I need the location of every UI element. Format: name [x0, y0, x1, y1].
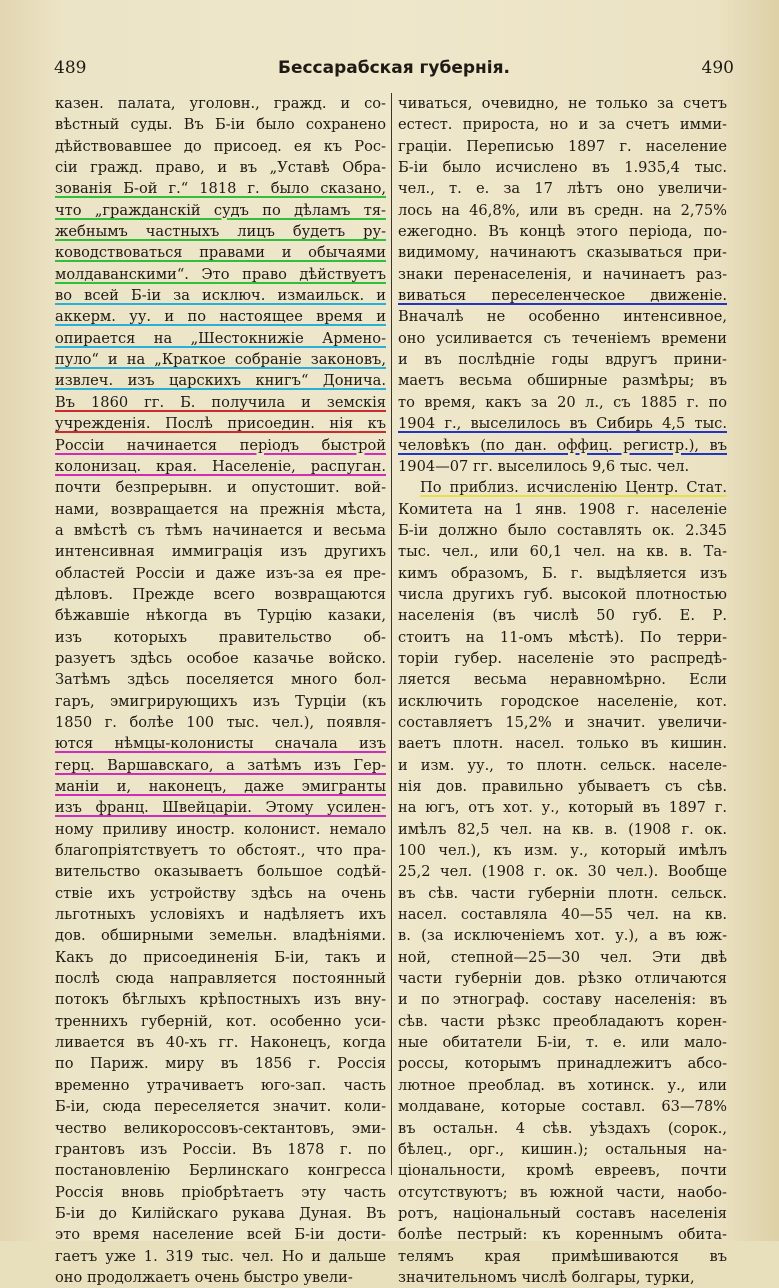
text-line-content: въ остальн. 4 сѣв. уѣздахъ (сорок.,: [398, 1119, 727, 1137]
text-line: [55, 242, 386, 263]
text-line: [398, 413, 727, 434]
text-line: [398, 1203, 727, 1224]
text-line: [55, 157, 386, 178]
text-line: [55, 136, 386, 157]
text-line: [398, 1182, 727, 1203]
text-line: [398, 1032, 727, 1053]
text-line-content: кимъ образомъ, Б. г. выдѣляется изъ: [398, 564, 727, 582]
text-line: [398, 264, 727, 285]
text-line-content: торіи губер. населеніе это распредѣ-: [398, 649, 727, 667]
text-line: [398, 627, 727, 648]
text-line-content: вѣстный суды. Въ Б-іи было сохранено: [55, 116, 386, 134]
text-line: [398, 1267, 727, 1288]
text-line-content: ководствоваться правами и обычаями: [55, 244, 386, 262]
text-line: [55, 1075, 386, 1096]
text-line: [55, 178, 386, 199]
text-line: [55, 627, 386, 648]
text-line-content: зованія Б-ой г.“ 1818 г. было сказано,: [55, 180, 386, 198]
text-line-content: грантовъ изъ Россіи. Въ 1878 г. по: [55, 1140, 386, 1158]
text-line-content: естест. прироста, но и за счетъ имми-: [398, 116, 727, 134]
text-line-content: Затѣмъ здѣсь поселяется много бол-: [55, 671, 386, 689]
text-line: [398, 520, 727, 541]
text-line: [398, 605, 727, 626]
text-line: [398, 221, 727, 242]
text-line-content: послѣ сюда направляется постоянный: [55, 970, 386, 988]
text-line-content: виваться переселенческое движеніе.: [398, 287, 727, 305]
text-line-content: областей Россіи и даже изъ-за ея пре-: [55, 564, 386, 582]
text-line-content: маетъ весьма обширные размѣры; въ: [398, 372, 727, 390]
text-line: [55, 264, 386, 285]
text-line-content: молдаванскими“. Это право дѣйствуетъ: [55, 265, 386, 283]
text-line-content: учрежденія. Послѣ присоедин. нія къ: [55, 415, 386, 433]
text-column-left: [55, 93, 386, 1288]
text-line-content: а вмѣстѣ съ тѣмъ начинается и весьма: [55, 521, 386, 539]
text-line-content: ные обитатели Б-іи, т. е. или мало-: [398, 1034, 727, 1052]
text-line: [55, 541, 386, 562]
text-line: [398, 93, 727, 114]
page-title: Бессарабская губернія.: [277, 58, 511, 78]
text-line: [55, 925, 386, 946]
text-line: [398, 1011, 727, 1032]
text-line: [55, 1182, 386, 1203]
text-line-content: и въ послѣдніе годы вдругъ прини-: [398, 351, 727, 369]
text-line: [398, 1118, 727, 1139]
text-line-content: тыс. чел., или 60,1 чел. на кв. в. Та-: [398, 543, 727, 561]
text-line: [398, 648, 727, 669]
text-line: [398, 1096, 727, 1117]
text-line: [398, 1160, 727, 1181]
text-line-content: Б-іи было исчислено въ 1.935,4 тыс.: [398, 159, 727, 177]
text-line: [398, 925, 727, 946]
text-line-content: сѣв. части рѣзкс преобладаютъ корен-: [398, 1012, 727, 1030]
text-line: [55, 669, 386, 690]
text-line-content: чиваться, очевидно, не только за счетъ: [398, 95, 727, 112]
text-line-content: оно продолжаетъ очень быстро увели-: [55, 1268, 353, 1286]
text-line: [55, 392, 386, 413]
text-line-content: бѣлец., орг., кишин.); остальныя на-: [398, 1140, 727, 1158]
text-line: [398, 200, 727, 221]
text-line-content: оно усиливается съ теченіемъ времени: [398, 329, 727, 347]
text-line-content: что „гражданскій судъ по дѣламъ тя-: [55, 201, 386, 219]
text-line-content: дов. обширными земельн. владѣніями.: [55, 927, 386, 945]
text-line-content: ной, степной—25—30 чел. Эти двѣ: [398, 948, 727, 966]
text-line: [55, 947, 386, 968]
text-line: [55, 776, 386, 797]
text-line: [55, 114, 386, 135]
text-line: [398, 541, 727, 562]
text-line: [398, 968, 727, 989]
text-line: [55, 904, 386, 925]
text-line: [55, 370, 386, 391]
text-line: [55, 840, 386, 861]
text-line-content: Комитета на 1 янв. 1908 г. населеніе: [398, 500, 727, 518]
text-line-content: ствіе ихъ устройству здѣсь на очень: [55, 884, 386, 902]
text-line: [55, 1096, 386, 1117]
text-line-content: в. (за исключеніемъ хот. у.), а въ юж-: [398, 927, 727, 945]
text-line: [55, 1053, 386, 1074]
text-line: [55, 200, 386, 221]
text-line-content: постановленію Берлинскаго конгресса: [55, 1162, 386, 1180]
text-line-content: чел., т. е. за 17 лѣтъ оно увеличи-: [398, 180, 727, 198]
text-line-content: сіи гражд. право, и въ „Уставѣ Обра-: [55, 159, 386, 177]
column-divider: [391, 93, 392, 1175]
text-line: [398, 947, 727, 968]
text-line: [55, 1267, 386, 1288]
text-line-content: въ сѣв. части губерніи плотн. сельск.: [398, 884, 727, 902]
text-line-content: интенсивная иммиграція изъ другихъ: [55, 543, 386, 561]
text-line-content: и по этнограф. составу населенія: въ: [398, 991, 727, 1009]
text-line-content: благопріятствуетъ то обстоят., что пра-: [55, 842, 386, 860]
text-line-content: граціи. Переписью 1897 г. население: [398, 137, 727, 155]
text-line-content: знаки перенаселенія, и начинаетъ раз-: [398, 265, 727, 283]
text-line: [55, 1203, 386, 1224]
text-line-content: отсутствуютъ; въ южной части, наобо-: [398, 1183, 727, 1201]
text-line-content: почти безпрерывн. и опустошит. вой-: [55, 479, 386, 497]
text-line: [55, 1139, 386, 1160]
text-line: [55, 1224, 386, 1245]
text-line-content: стоитъ на 11-омъ мѣстѣ). По терри-: [398, 628, 727, 646]
text-line: [398, 989, 727, 1010]
text-line: [55, 349, 386, 370]
text-line-content: 25,2 чел. (1908 г. ок. 30 чел.). Вообще: [398, 863, 727, 881]
text-line-content: человѣкъ (по дан. оффиц. регистр.), въ: [398, 436, 727, 454]
text-line-content: 100 чел.), къ изм. у., который имѣлъ: [398, 842, 727, 860]
text-line-content: ежегодно. Въ концѣ этого періода, по-: [398, 223, 727, 241]
text-line-content: опирается на „Шестокнижіе Армено-: [55, 329, 386, 347]
text-line: [55, 733, 386, 754]
text-line: [398, 370, 727, 391]
text-line: [398, 691, 727, 712]
text-line-content: и изм. уу., то плотн. сельск. населе-: [398, 756, 727, 774]
text-line: [55, 477, 386, 498]
text-line: [55, 797, 386, 818]
text-line: [55, 968, 386, 989]
page-header: [54, 58, 734, 86]
text-line-content: части губерніи дов. рѣзко отличаются: [398, 970, 727, 988]
text-line-content: разуетъ здѣсь особое казачье войско.: [55, 649, 386, 667]
text-line: [398, 776, 727, 797]
text-line-content: дѣловъ. Прежде всего возвращаются: [55, 585, 386, 603]
text-line: [55, 563, 386, 584]
text-line: [398, 477, 727, 498]
text-line-content: казен. палата, уголовн., гражд. и со-: [55, 95, 386, 112]
text-line: [398, 1053, 727, 1074]
text-line: [55, 435, 386, 456]
text-line-content: ются нѣмцы-колонисты сначала изъ: [55, 735, 386, 753]
text-line: [55, 819, 386, 840]
text-line: [398, 861, 727, 882]
text-line: [55, 1032, 386, 1053]
text-line: [398, 1075, 727, 1096]
text-line: [55, 328, 386, 349]
text-line: [55, 413, 386, 434]
text-line: [398, 904, 727, 925]
text-line-content: по Париж. миру въ 1856 г. Россія: [55, 1055, 386, 1073]
text-line: [55, 691, 386, 712]
text-line: [55, 306, 386, 327]
text-line-content: маніи и, наконецъ, даже эмигранты: [55, 778, 386, 795]
text-line: [398, 114, 727, 135]
text-line-content: населенія (въ числѣ 50 губ. Е. Р.: [398, 607, 727, 625]
text-line: [398, 840, 727, 861]
text-line: [55, 1011, 386, 1032]
text-line-content: жебнымъ частныхъ лицъ будетъ ру-: [55, 223, 386, 241]
text-line: [398, 563, 727, 584]
text-line: [55, 499, 386, 520]
text-line: [55, 456, 386, 477]
text-line-content: ціональности, кромѣ евреевъ, почти: [398, 1162, 727, 1180]
text-line: [55, 221, 386, 242]
text-line: [55, 584, 386, 605]
text-line: [55, 605, 386, 626]
text-line-content: льготныхъ условіяхъ и надѣляетъ ихъ: [55, 906, 386, 924]
text-line: [398, 669, 727, 690]
text-line: [398, 712, 727, 733]
text-line: [398, 392, 727, 413]
text-line-content: нами, возвращается на прежнія мѣста,: [55, 500, 386, 518]
text-line: [398, 584, 727, 605]
text-line-content: нія дов. правильно убываетъ съ сѣв.: [398, 778, 727, 795]
text-line-content: Б-іи до Килійскаго рукава Дуная. Въ: [55, 1204, 386, 1222]
text-line: [55, 520, 386, 541]
text-line-content: 1904—07 гг. выселилось 9,6 тыс. чел.: [398, 457, 690, 475]
text-line-content: 1904 г., выселилось въ Сибирь 4,5 тыс.: [398, 415, 727, 433]
text-line: [398, 435, 727, 456]
text-line-content: исключить городское населеніе, кот.: [398, 692, 727, 710]
text-line-content: герц. Варшавскаго, а затѣмъ изъ Гер-: [55, 756, 386, 774]
text-line-content: телямъ края примѣшиваются въ: [398, 1247, 727, 1265]
text-line: [55, 1118, 386, 1139]
text-line-content: Россіи начинается періодъ быстрой: [55, 436, 386, 454]
text-line: [55, 712, 386, 733]
page-number-left: 489: [54, 58, 87, 78]
text-line: [55, 883, 386, 904]
text-line-content: во всей Б-іи за исключ. измаильск. и: [55, 287, 386, 305]
text-line-content: лось на 46,8%, или въ средн. на 2,75%: [398, 201, 727, 219]
text-line-content: Вначалѣ не особенно интенсивное,: [398, 308, 727, 326]
text-line-content: на югъ, отъ хот. у., который въ 1897 г.: [398, 799, 727, 817]
text-line: [398, 1224, 727, 1245]
text-line-content: числа другихъ губ. высокой плотностью: [398, 585, 727, 603]
text-line: [398, 242, 727, 263]
text-line-content: бѣжавшіе нѣкогда въ Турцію казаки,: [55, 607, 386, 625]
text-line: [398, 306, 727, 327]
text-line-content: изъ которыхъ правительство об-: [55, 628, 386, 646]
text-line-content: изъ франц. Швейцаріи. Этому усилен-: [55, 799, 386, 817]
text-line: [398, 733, 727, 754]
text-line: [398, 883, 727, 904]
text-line-content: молдаване, которые составл. 63—78%: [398, 1098, 727, 1116]
text-line: [55, 755, 386, 776]
text-line-content: видимому, начинаютъ сказываться при-: [398, 244, 727, 262]
text-line-content: дѣйствовавшее до присоед. ея къ Рос-: [55, 137, 386, 155]
text-line-content: ному приливу иностр. колонист. немало: [55, 820, 386, 838]
text-line-content: По приблиз. исчисленію Центр. Стат.: [420, 479, 727, 497]
text-line-content: имѣлъ 82,5 чел. на кв. в. (1908 г. ок.: [398, 820, 727, 838]
text-line: [398, 178, 727, 199]
text-line-content: треннихъ губерній, кот. особенно уси-: [55, 1012, 386, 1030]
text-line-content: ливается въ 40-хъ гг. Наконецъ, когда: [55, 1034, 386, 1052]
text-line-content: это время население всей Б-іи дости-: [55, 1226, 386, 1244]
text-line: [398, 157, 727, 178]
text-line-content: Россія вновь пріобрѣтаетъ эту часть: [55, 1183, 386, 1201]
text-line-content: россы, которымъ принадлежитъ абсо-: [398, 1055, 727, 1073]
text-line: [398, 285, 727, 306]
text-line-content: извлеч. изъ царскихъ книгъ“ Донича.: [55, 372, 386, 390]
text-line: [398, 328, 727, 349]
text-line-content: Въ 1860 гг. Б. получила и земскія: [55, 393, 386, 411]
text-line-content: чество великороссовъ-сектантовъ, эми-: [55, 1119, 386, 1137]
text-line: [55, 648, 386, 669]
text-line: [398, 819, 727, 840]
text-line: [398, 456, 727, 477]
text-line-content: потокъ бѣглыхъ крѣпостныхъ изъ вну-: [55, 991, 386, 1009]
text-line-content: пуло“ и на „Краткое собраніе законовъ,: [55, 351, 386, 369]
text-line-content: гаръ, эмигрирующихъ изъ Турціи (къ: [55, 692, 386, 710]
text-line: [55, 93, 386, 114]
text-line: [55, 1246, 386, 1267]
text-line-content: аккерм. уу. и по настоящее время и: [55, 308, 386, 326]
text-line: [398, 797, 727, 818]
text-line-content: Какъ до присоединенія Б-іи, такъ и: [55, 948, 386, 966]
text-column-right: [398, 93, 727, 1288]
text-line-content: составляетъ 15,2% и значит. увеличи-: [398, 713, 727, 731]
text-line: [55, 861, 386, 882]
text-line: [398, 1139, 727, 1160]
text-line: [398, 1246, 727, 1267]
text-line-content: болѣе пестрый: къ кореннымъ обита-: [398, 1226, 727, 1244]
text-line: [398, 755, 727, 776]
text-line-content: Б-іи должно было составлять ок. 2.345: [398, 521, 727, 539]
page-number-right: 490: [701, 58, 734, 78]
text-line: [55, 285, 386, 306]
text-line-content: вительство оказываетъ большое содѣй-: [55, 863, 386, 881]
text-line-content: значительномъ числѣ болгары, турки,: [398, 1268, 695, 1286]
text-line-content: 1850 г. болѣе 100 тыс. чел.), появля-: [55, 713, 386, 731]
text-line-content: временно утрачиваетъ юго-зап. часть: [55, 1076, 386, 1094]
text-line: [398, 499, 727, 520]
text-line: [398, 136, 727, 157]
text-line-content: ляется весьма неравномѣрно. Если: [398, 671, 727, 689]
text-line: [398, 349, 727, 370]
text-line-content: насел. составляла 40—55 чел. на кв.: [398, 906, 727, 924]
text-line-content: ротъ, національный составъ населенія: [398, 1204, 727, 1222]
text-line-content: колонизац. края. Населеніе, распуган.: [55, 457, 386, 475]
text-line-content: лютное преоблад. въ хотинск. у., или: [398, 1076, 727, 1094]
text-line: [55, 989, 386, 1010]
text-line-content: Б-іи, сюда переселяется значит. коли-: [55, 1098, 386, 1116]
text-line-content: гаетъ уже 1. 319 тыс. чел. Но и дальше: [55, 1247, 386, 1265]
text-line-content: ваетъ плотн. насел. только въ кишин.: [398, 735, 727, 753]
text-line: [55, 1160, 386, 1181]
text-line-content: то время, какъ за 20 л., съ 1885 г. по: [398, 393, 727, 411]
